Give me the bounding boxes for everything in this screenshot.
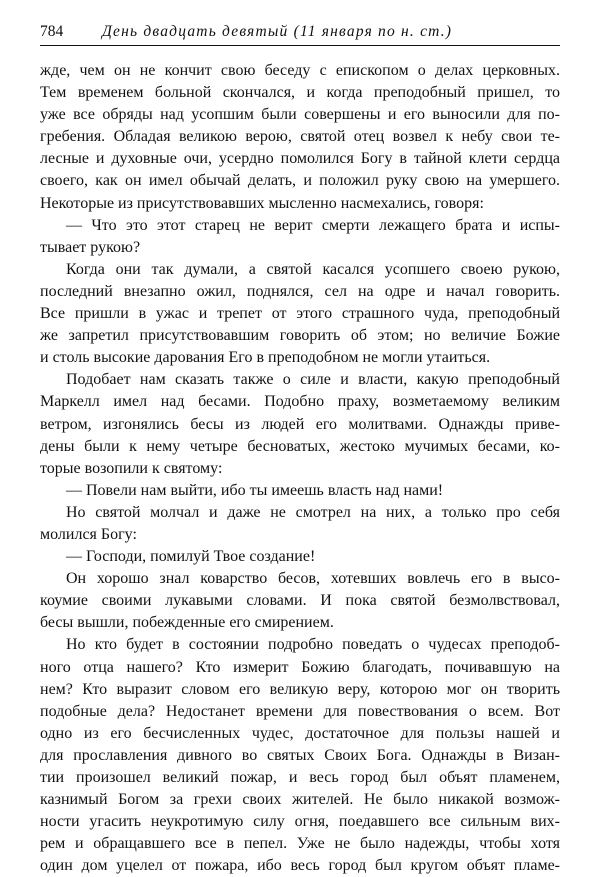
text-line: и столь высокие дарования Его в преподобном не могли утаиться. xyxy=(40,349,491,367)
body-text xyxy=(40,60,560,877)
text-line: казнимый Богом за грехи своих жителей. Не было никакой возмож- xyxy=(40,791,560,809)
text-line: Он хорошо знал коварство бесов, хотевших вовлечь его в высо- xyxy=(66,570,560,588)
text-line: уже все обряды над усопшим были совершены и его выносили для по- xyxy=(40,106,560,124)
book-page xyxy=(40,22,560,877)
text-line: тии произошел великий пожар, и весь город был объят пламенем, xyxy=(40,769,560,786)
text-line: последний внезапно ожил, поднялся, сел на одре и начал говорить. xyxy=(40,282,560,300)
text-line: подобные дела? Недостанет времени для повествования о всем. Вот xyxy=(40,702,560,720)
text-line: дены были к нему четыре бесноватых, жестоко мучимых бесами, ко- xyxy=(40,437,560,455)
text-line: — Что это этот старец не верит смерти лежащего брата и испы- xyxy=(66,216,560,234)
text-line: же запретил присутствовавшим говорить об этом; но величие Божие xyxy=(40,327,560,345)
text-line: бесы вышли, побежденные его смирением. xyxy=(40,614,334,632)
text-line: Но святой молчал и даже не смотрел на них, а только про себя xyxy=(66,503,560,521)
text-line: торые возопили к святому: xyxy=(40,459,223,477)
text-line: молился Богу: xyxy=(40,525,137,543)
text-line: Тем временем больной скончался, и когда преподобный пришел, то xyxy=(40,84,560,102)
text-line: одно из его бесчисленных чудес, достаточное для пользы нашей и xyxy=(40,724,560,742)
text-line: лесные и духовные очи, усердно помолился Богу в тайной клети сердца xyxy=(40,150,560,168)
text-line: Подобает нам сказать также о силе и власти, какую преподобный xyxy=(66,371,560,389)
text-line: Некоторые из присутствовавших мысленно насмехались, говоря: xyxy=(40,194,484,212)
text-line: Когда они так думали, а святой касался усопшего своею рукою, xyxy=(66,260,560,278)
text-line: Маркелл имел над бесами. Подобно праху, возметаемому великим xyxy=(40,393,560,411)
text-line: — Господи, помилуй Твое создание! xyxy=(66,548,316,566)
text-line: Но кто будет в состоянии подробно поведать о чудесах преподоб- xyxy=(66,636,560,654)
text-line: коумие своими лукавыми словами. И пока святой безмолвствовал, xyxy=(40,592,560,610)
text-line: тывает рукою? xyxy=(40,238,141,256)
text-line: рем и обращавшего все в пепел. Уже не было надежды, чтобы хотя xyxy=(40,835,560,853)
text-line: жде, чем он не кончит свою беседу с епископом о делах церковных. xyxy=(40,62,560,79)
text-line: Все пришли в ужас и трепет от этого страшного чуда, преподобный xyxy=(40,305,560,323)
text-line: — Повели нам выйти, ибо ты имеешь власть над нами! xyxy=(66,481,444,499)
text-line: ности угасить неукротимую силу огня, поедавшего все сильным вих- xyxy=(40,813,560,831)
text-line: один дом уцелел от пожара, ибо весь город был кругом объят пламе- xyxy=(40,857,560,875)
text-line: ного отца нашего? Кто измерит Божию благодать, почивавшую на xyxy=(40,658,560,676)
text-line: гребения. Обладая великою верою, святой отец возвел к небу свои те- xyxy=(40,128,560,146)
running-header xyxy=(40,22,560,46)
text-line: своего, как он имел обычай делать, и положил руку свою на умершего. xyxy=(40,172,560,190)
text-line: нем? Кто выразит словом его великую веру, которою мог он творить xyxy=(40,680,560,698)
running-title: День двадцать девятый (11 января по н. ст.) xyxy=(102,23,453,40)
text-line: ветром, изгонялись бесы из людей его молитвами. Однажды приве- xyxy=(40,415,560,433)
page-number: 784 xyxy=(40,23,64,40)
text-line: для прославления дивного во святых Своих Бога. Однажды в Визан- xyxy=(40,746,560,764)
